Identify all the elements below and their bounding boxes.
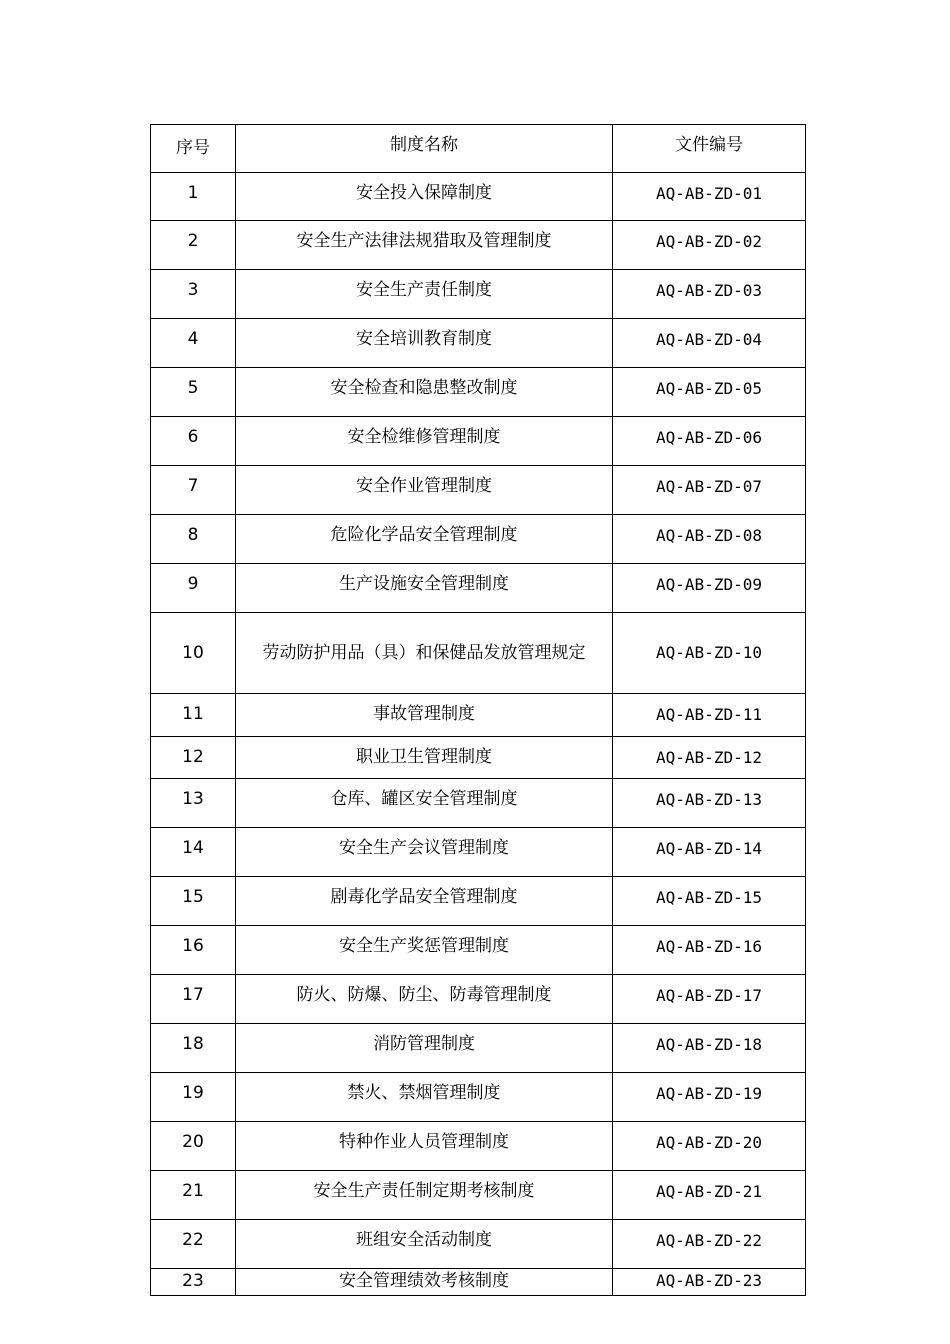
row-serial-number: 21 — [151, 1171, 236, 1220]
row-document-number: AQ-AB-ZD-03 — [613, 270, 806, 319]
row-serial-number: 13 — [151, 779, 236, 828]
row-regulation-name: 剧毒化学品安全管理制度 — [236, 877, 613, 926]
row-serial-number: 4 — [151, 319, 236, 368]
row-regulation-name: 安全生产法律法规猎取及管理制度 — [236, 221, 613, 270]
table-row — [151, 466, 806, 515]
table-row — [151, 1122, 806, 1171]
table-row — [151, 221, 806, 270]
row-regulation-name: 安全生产责任制定期考核制度 — [236, 1171, 613, 1220]
row-document-number: AQ-AB-ZD-21 — [613, 1171, 806, 1220]
row-regulation-name: 仓库、罐区安全管理制度 — [236, 779, 613, 828]
row-serial-number: 6 — [151, 417, 236, 466]
row-serial-number: 17 — [151, 975, 236, 1024]
table-row — [151, 515, 806, 564]
row-document-number: AQ-AB-ZD-23 — [613, 1269, 806, 1296]
regulations-table — [150, 124, 806, 1296]
row-serial-number: 2 — [151, 221, 236, 270]
row-regulation-name: 消防管理制度 — [236, 1024, 613, 1073]
table-row — [151, 417, 806, 466]
table-row — [151, 1220, 806, 1269]
table-header-row — [151, 125, 806, 173]
row-document-number: AQ-AB-ZD-13 — [613, 779, 806, 828]
row-serial-number: 14 — [151, 828, 236, 877]
table-row — [151, 1269, 806, 1296]
row-document-number: AQ-AB-ZD-02 — [613, 221, 806, 270]
row-document-number: AQ-AB-ZD-04 — [613, 319, 806, 368]
row-regulation-name: 班组安全活动制度 — [236, 1220, 613, 1269]
row-serial-number: 18 — [151, 1024, 236, 1073]
row-serial-number: 15 — [151, 877, 236, 926]
row-regulation-name: 安全检查和隐患整改制度 — [236, 368, 613, 417]
row-regulation-name: 职业卫生管理制度 — [236, 737, 613, 779]
table-row — [151, 1171, 806, 1220]
row-regulation-name: 安全生产责任制度 — [236, 270, 613, 319]
row-regulation-name: 安全作业管理制度 — [236, 466, 613, 515]
row-document-number: AQ-AB-ZD-06 — [613, 417, 806, 466]
table-row — [151, 926, 806, 975]
row-serial-number: 7 — [151, 466, 236, 515]
row-serial-number: 23 — [151, 1269, 236, 1296]
table-row — [151, 173, 806, 221]
row-regulation-name: 安全检维修管理制度 — [236, 417, 613, 466]
row-regulation-name: 安全管理绩效考核制度 — [236, 1269, 613, 1296]
row-regulation-name: 安全生产会议管理制度 — [236, 828, 613, 877]
row-document-number: AQ-AB-ZD-05 — [613, 368, 806, 417]
row-document-number: AQ-AB-ZD-14 — [613, 828, 806, 877]
table-row — [151, 694, 806, 737]
header-regulation-name: 制度名称 — [236, 125, 613, 173]
row-serial-number: 1 — [151, 173, 236, 221]
table-row — [151, 877, 806, 926]
row-document-number: AQ-AB-ZD-09 — [613, 564, 806, 613]
table-row — [151, 1024, 806, 1073]
row-document-number: AQ-AB-ZD-19 — [613, 1073, 806, 1122]
table-row — [151, 828, 806, 877]
row-serial-number: 19 — [151, 1073, 236, 1122]
row-regulation-name: 禁火、禁烟管理制度 — [236, 1073, 613, 1122]
row-document-number: AQ-AB-ZD-16 — [613, 926, 806, 975]
row-regulation-name: 危险化学品安全管理制度 — [236, 515, 613, 564]
row-document-number: AQ-AB-ZD-10 — [613, 613, 806, 694]
row-serial-number: 16 — [151, 926, 236, 975]
row-serial-number: 22 — [151, 1220, 236, 1269]
row-document-number: AQ-AB-ZD-18 — [613, 1024, 806, 1073]
row-serial-number: 10 — [151, 613, 236, 694]
table-row — [151, 319, 806, 368]
row-serial-number: 11 — [151, 694, 236, 737]
row-serial-number: 12 — [151, 737, 236, 779]
row-serial-number: 20 — [151, 1122, 236, 1171]
row-serial-number: 3 — [151, 270, 236, 319]
row-serial-number: 5 — [151, 368, 236, 417]
row-serial-number: 8 — [151, 515, 236, 564]
row-regulation-name: 事故管理制度 — [236, 694, 613, 737]
row-document-number: AQ-AB-ZD-20 — [613, 1122, 806, 1171]
row-document-number: AQ-AB-ZD-15 — [613, 877, 806, 926]
row-serial-number: 9 — [151, 564, 236, 613]
row-document-number: AQ-AB-ZD-07 — [613, 466, 806, 515]
table-row — [151, 613, 806, 694]
table-row — [151, 564, 806, 613]
row-document-number: AQ-AB-ZD-12 — [613, 737, 806, 779]
row-regulation-name: 安全投入保障制度 — [236, 173, 613, 221]
row-regulation-name: 安全培训教育制度 — [236, 319, 613, 368]
row-document-number: AQ-AB-ZD-11 — [613, 694, 806, 737]
row-document-number: AQ-AB-ZD-22 — [613, 1220, 806, 1269]
table-row — [151, 779, 806, 828]
row-regulation-name: 安全生产奖惩管理制度 — [236, 926, 613, 975]
header-serial-number: 序号 — [151, 125, 236, 173]
row-document-number: AQ-AB-ZD-01 — [613, 173, 806, 221]
header-document-number: 文件编号 — [613, 125, 806, 173]
row-regulation-name: 劳动防护用品（具）和保健品发放管理规定 — [236, 613, 613, 694]
row-document-number: AQ-AB-ZD-17 — [613, 975, 806, 1024]
row-regulation-name: 生产设施安全管理制度 — [236, 564, 613, 613]
row-regulation-name: 特种作业人员管理制度 — [236, 1122, 613, 1171]
table-row — [151, 368, 806, 417]
table-row — [151, 737, 806, 779]
table-row — [151, 975, 806, 1024]
row-document-number: AQ-AB-ZD-08 — [613, 515, 806, 564]
table-row — [151, 270, 806, 319]
row-regulation-name: 防火、防爆、防尘、防毒管理制度 — [236, 975, 613, 1024]
table-row — [151, 1073, 806, 1122]
